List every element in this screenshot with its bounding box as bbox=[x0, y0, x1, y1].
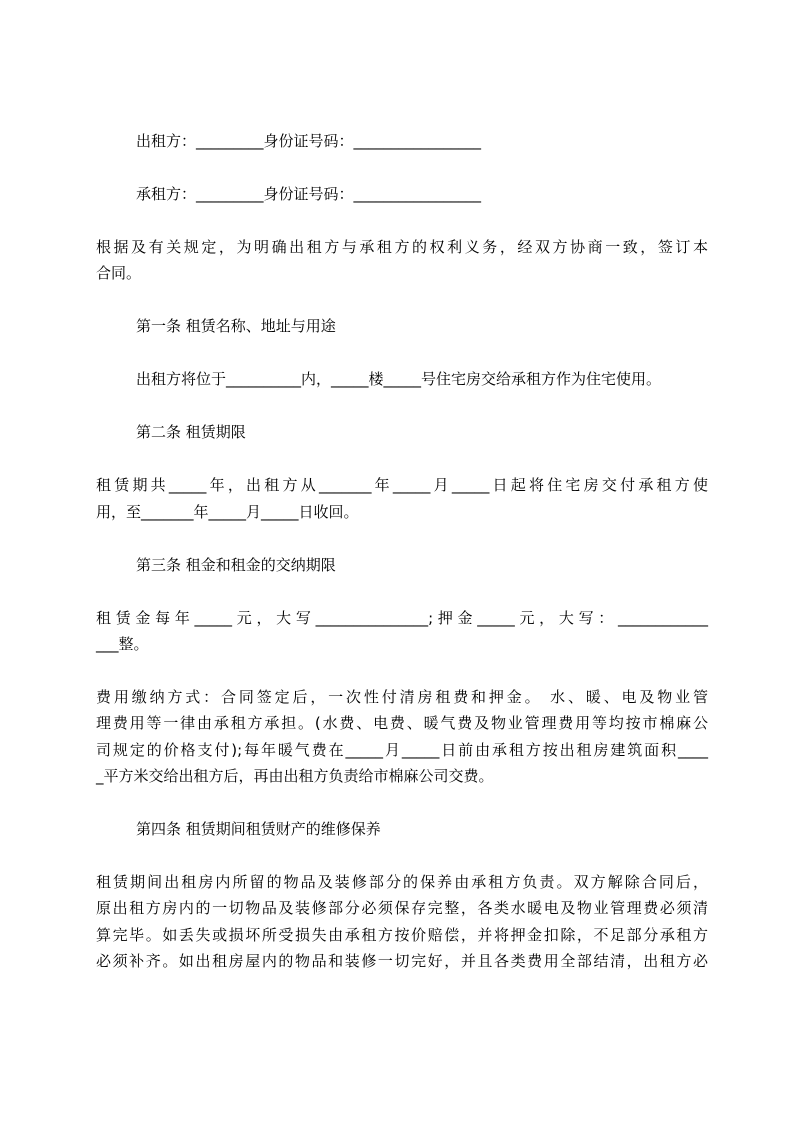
article3-fees-line-2: 理费用等一律由承租方承担。(水费、电费、暖气费及物业管理费用等均按市棉麻公 bbox=[96, 714, 708, 732]
article3-fees-line-1: 费用缴纳方式：合同签定后，一次性付清房租费和押金。 水、暖、电及物业管 bbox=[96, 688, 708, 706]
article1-heading: 第一条 租赁名称、地址与用途 bbox=[136, 317, 336, 335]
article4-body-line-3: 算完毕。如丢失或损坏所受损失由承租方按价赔偿，并将押金扣除，不足部分承租方 bbox=[96, 926, 708, 944]
article4-body-line-2: 原出租方房内的一切物品及装修部分必须保存完整，各类水暖电及物业管理费必须清 bbox=[96, 899, 708, 917]
article3-rent-line-1: 租赁金每年_____元，大写_______________;押金_____元，大写：____________ bbox=[96, 609, 708, 627]
article3-rent-line-2: ___整。 bbox=[96, 635, 149, 653]
lessor-line: 出租方：_________身份证号码：_________________ bbox=[136, 132, 482, 150]
article2-body-line-1: 租赁期共_____年，出租方从_______年_____月_____日起将住宅房交付承租方使 bbox=[96, 476, 708, 494]
lessee-line: 承租方：_________身份证号码：_________________ bbox=[136, 185, 482, 203]
article4-body-line-4: 必须补齐。如出租房屋内的物品和装修一切完好，并且各类费用全部结清，出租方必 bbox=[96, 952, 708, 970]
article3-heading: 第三条 租金和租金的交纳期限 bbox=[136, 556, 336, 574]
article1-body-line-1: 出租方将位于__________内，_____楼_____号住宅房交给承租方作为住宅使用。 bbox=[136, 370, 662, 388]
article4-body-line-1: 租赁期间出租房内所留的物品及装修部分的保养由承租方负责。双方解除合同后， bbox=[96, 873, 708, 891]
article3-fees-line-3: 司规定的价格支付);每年暖气费在_____月_____日前由承租方按出租房建筑面积____ bbox=[96, 741, 708, 759]
article3-fees-line-4: _平方米交给出租方后，再由出租方负责给市棉麻公司交费。 bbox=[96, 767, 494, 785]
preamble-line-1: 根据及有关规定，为明确出租方与承租方的权利义务，经双方协商一致，签订本 bbox=[96, 238, 708, 256]
article2-body-line-2: 用，至_______年_____月_____日收回。 bbox=[96, 503, 359, 521]
article2-heading: 第二条 租赁期限 bbox=[136, 423, 246, 441]
preamble-line-2: 合同。 bbox=[96, 264, 142, 282]
article4-heading: 第四条 租赁期间租赁财产的维修保养 bbox=[136, 820, 381, 838]
